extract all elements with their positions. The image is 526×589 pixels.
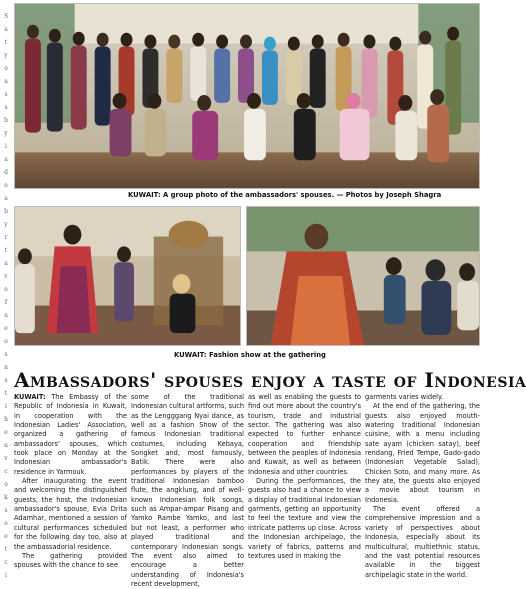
strip-letter: r [4,234,8,241]
article-column-3 [248,393,361,579]
strip-letter: e [4,429,8,436]
strip-letter: a [4,260,8,267]
strip-letter: a [4,156,8,163]
strip-letter: t [4,546,8,553]
strip-letter: a [4,78,8,85]
strip-letter: a [4,26,8,33]
strip-letter: e [4,520,8,527]
strip-letter: e [4,325,8,332]
strip-letter: e [4,286,8,293]
strip-letter: b [4,208,8,215]
article-column-4 [365,393,480,579]
article-paragraph: After inaugurating the event and welcoming the distinguished guests, the host, the Indonesian ambassador's spouse, Evia Drita Adamhar, mentioned a session of cultural performances scheduled for the following day too, also at the ambassadorial residence. [14,477,127,551]
strip-letter: e [4,182,8,189]
article-headline: Ambassadors' spouses enjoy a taste of Indonesia [14,368,526,392]
article-paragraph: some of the traditional Indonesian cultural artforms, such as the Lengggang Nyai dance, as well as a fashion Show of the famous Indonesian traditional costumes, including Kebaya, Songket and, most famously, Batik. There were also performances by players of the traditional Indonesian bamboo flute, the angklung, and of well-known Indonesian folk songs, such as Ampar-ampar Pisang and Yamko Rambe Yamko, and last but not least, a performer who played traditional and contemporary Indonesian songs. The event also aimed to encourage a better understanding of Indonesia's recent development, [131,393,244,588]
article-paragraph: The gathering provided spouses with the chance to see [14,551,127,570]
left-column-strip [0,0,11,582]
strip-letter: b [4,117,8,124]
fashion-photo-right-image [247,207,479,345]
article-dateline: KUWAIT: [14,393,46,401]
strip-letter: a [4,312,8,319]
fashion-photo-left-image [15,207,240,345]
strip-letter: v [4,455,8,462]
strip-letter: t [4,39,8,46]
article-paragraph: garments varies widely. [365,393,444,401]
strip-letter: n [4,442,8,449]
strip-letter: k [4,494,8,501]
strip-letter: s [4,351,8,358]
fashion-photo-right [246,206,480,346]
strip-letter: a [4,195,8,202]
strip-letter: y [4,221,8,228]
article-column-1 [14,393,127,579]
strip-letter: o [4,481,8,488]
strip-letter: s [4,91,8,98]
strip-letter: y [4,52,8,59]
strip-letter: c [4,468,8,475]
strip-letter: n [4,364,8,371]
article-paragraph: The event offered a comprehensive impression and a variety of perspectives about Indonesia, especially about its multicultural, multiethnic status, and the vast potential resources available in the biggest archipelagic state in the world. [365,505,480,579]
strip-letter: c [4,559,8,566]
article-paragraph: as well as enabling the guests to find out more about the country's tourism, trade and industrial sector. The gathering was also expected to further enhance cooperation and friendship between the peoples of Indonesia and Kuwait, as well as between Indonesia and other countries. [248,393,361,476]
article-paragraph: During the performances, the guests also had a chance to view a display of traditional Indonesian garments, getting an opportunity to feel the texture and view the intricate patterns up close. Across the Indonesian archipelago, the variety of fabrics, patterns and textures used in making the [248,477,361,560]
group-photo-image [15,4,479,188]
article-text: The Embassy of the Republic of Indonesia in Kuwait, in cooperation with the Indonesian Ladies' Association, organized a gathering of ambassadors' spouses, which took place on Monday at the Indonesian ambassador's residence in Yarmouk. [14,393,127,476]
strip-letter: i [5,572,7,579]
strip-letter: S [3,13,9,20]
strip-letter: o [4,338,8,345]
strip-letter: i [5,143,7,150]
article-paragraph: At the end of the gathering, the guests also enjoyed mouth-watering traditional Indonesian cuisine, with a menu including sate ayam (chicken satay), beef rendang, Fried Tempe, Gado-gado (Indonesian Vegetable Salad), Chicken Soto, and many more. As they ate, the guests also enjoyed a movie about tourism in Indonesia. [365,402,480,504]
strip-letter: s [4,104,8,111]
strip-letter: t [4,390,8,397]
strip-letter: s [4,377,8,384]
strip-letter: o [4,65,8,72]
strip-letter: v [4,273,8,280]
group-photo [14,3,480,189]
strip-letter: f [4,299,8,306]
article-paragraph [14,393,127,477]
strip-letter: e [4,533,8,540]
fashion-photo-caption: KUWAIT: Fashion show at the gathering [174,351,326,359]
strip-letter: s [4,507,8,514]
strip-letter: h [4,416,8,423]
strip-letter: y [4,130,8,137]
article-column-2 [131,393,244,588]
group-photo-caption: KUWAIT: A group photo of the ambassadors' spouses. — Photos by Joseph Shagra [128,191,442,199]
strip-letter: t [4,247,8,254]
fashion-photo-left [14,206,241,346]
strip-letter: i [5,403,7,410]
strip-letter: d [4,169,8,176]
